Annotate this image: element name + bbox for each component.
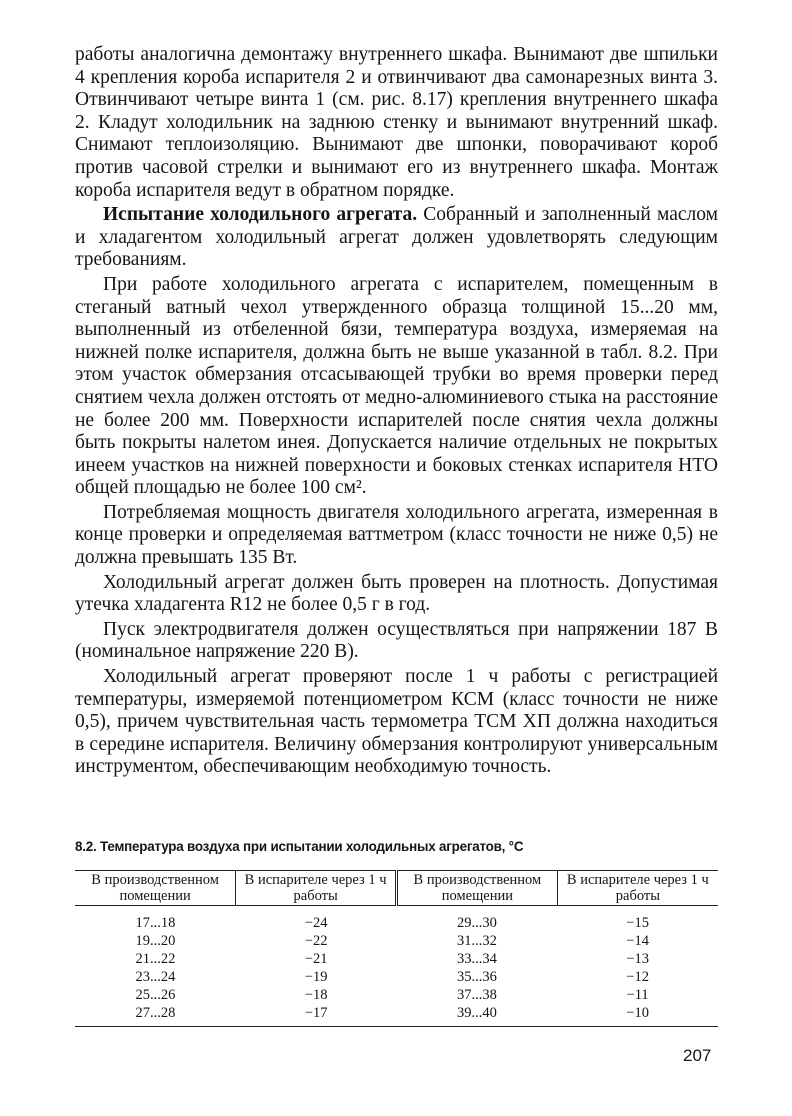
table-row xyxy=(75,1004,718,1027)
table-cell: 23...24 xyxy=(135,969,176,985)
table-cell: 37...38 xyxy=(456,987,497,1003)
table-caption: 8.2. Температура воздуха при испытании холодильных агрегатов, °С xyxy=(75,839,524,854)
paragraph: Холодильный агрегат проверяют после 1 ч работы с регистрацией температуры, измеряемой потенциометром КСМ (класс точности не ниже 0,5), причем чувствительная часть термометра ТСМ ХП должна находиться в середине испарителя. Величину обмерзания контролируют универсальным инструментом, обеспечивающим необходимую точность. xyxy=(75,666,718,778)
table-cell: 31...32 xyxy=(456,933,497,949)
paragraph: При работе холодильного агрегата с испарителем, помещенным в стеганый ватный чехол утвержденного образца толщиной 15...20 мм, выполненный из отбеленной бязи, температура воздуха, измеряемая на нижней полке испарителя, должна быть не выше указанной в табл. 8.2. При этом участок обмерзания отсасывающей трубки во время проверки перед снятием чехла должен отстоять от медно-алюминиевого стыка на расстояние не более 200 мм. Поверхности испарителей после снятия чехла должны быть покрыты налетом инея. Допускается наличие отдельных не покрытых инеем участков на нижней поверхности и боковых стенках испарителя НТО общей площадью не более 100 см². xyxy=(75,273,718,499)
table-cell: 27...28 xyxy=(75,1004,236,1027)
table-cell: 35...36 xyxy=(456,969,497,985)
paragraph: Холодильный агрегат должен быть проверен на плотность. Допустимая утечка хладагента R12 не более 0,5 г в год. xyxy=(75,571,718,616)
table-cell: 19...20 xyxy=(135,933,176,949)
table-cell: −15 xyxy=(626,915,649,931)
table-cell: −13 xyxy=(626,951,649,967)
table-cell: −18 xyxy=(304,987,328,1003)
temperature-table xyxy=(75,870,718,1027)
section-heading: Испытание холодильного агрегата. xyxy=(103,204,418,226)
column-header: В производственном помещении xyxy=(397,871,558,906)
table-cell: −14 xyxy=(626,933,649,949)
table-cell: 29...30 xyxy=(456,915,497,931)
table-row xyxy=(75,968,718,986)
table-cell: −19 xyxy=(304,969,328,985)
table-cell: 21...22 xyxy=(135,951,176,967)
table-cell: −12 xyxy=(626,969,649,985)
table-cell: 17...18 xyxy=(135,915,176,931)
table-row xyxy=(75,914,718,932)
column-header: В испарителе через 1 ч работы xyxy=(557,871,718,906)
paragraph: работы аналогична демонтажу внутреннего шкафа. Вынимают две шпильки 4 крепления короба испарителя 2 и отвинчивают два самонарезных винта 3. Отвинчивают четыре винта 1 (см. рис. 8.17) крепления внутреннего шкафа 2. Кладут холодильник на заднюю стенку и вынимают внутренний шкаф. Снимают теплоизоляцию. Вынимают две шпонки, поворачивают короб против часовой стрелки и вынимают его из внутреннего шкафа. Монтаж короба испарителя ведут в обратном порядке. xyxy=(75,44,718,201)
table-cell: −22 xyxy=(304,933,328,949)
table-cell: −11 xyxy=(626,987,649,1003)
body-text xyxy=(75,44,718,779)
table-row xyxy=(75,932,718,950)
table-cell: −24 xyxy=(304,915,328,931)
table-cell: 39...40 xyxy=(397,1004,558,1027)
table-cell: −10 xyxy=(557,1004,718,1027)
table-cell: −21 xyxy=(304,951,328,967)
column-header: В испарителе через 1 ч работы xyxy=(236,871,397,906)
table-row xyxy=(75,986,718,1004)
paragraph: Потребляемая мощность двигателя холодильного агрегата, измеренная в конце проверки и определяемая ваттметром (класс точности не ниже 0,5) не должна превышать 135 Вт. xyxy=(75,501,718,569)
column-header: В производственном помещении xyxy=(75,871,236,906)
table-cell: −17 xyxy=(236,1004,397,1027)
table-cell: 25...26 xyxy=(135,987,176,1003)
paragraph: Испытание холодильного агрегата. Собранный и заполненный маслом и хладагентом холодильный агрегат должен удовлетворять следующим требованиям. xyxy=(75,204,718,271)
paragraph: Пуск электродвигателя должен осуществляться при напряжении 187 В (номинальное напряжение 220 В). xyxy=(75,618,718,663)
table-cell: 33...34 xyxy=(456,951,497,967)
page-number: 207 xyxy=(683,1046,712,1065)
table-row xyxy=(75,950,718,968)
